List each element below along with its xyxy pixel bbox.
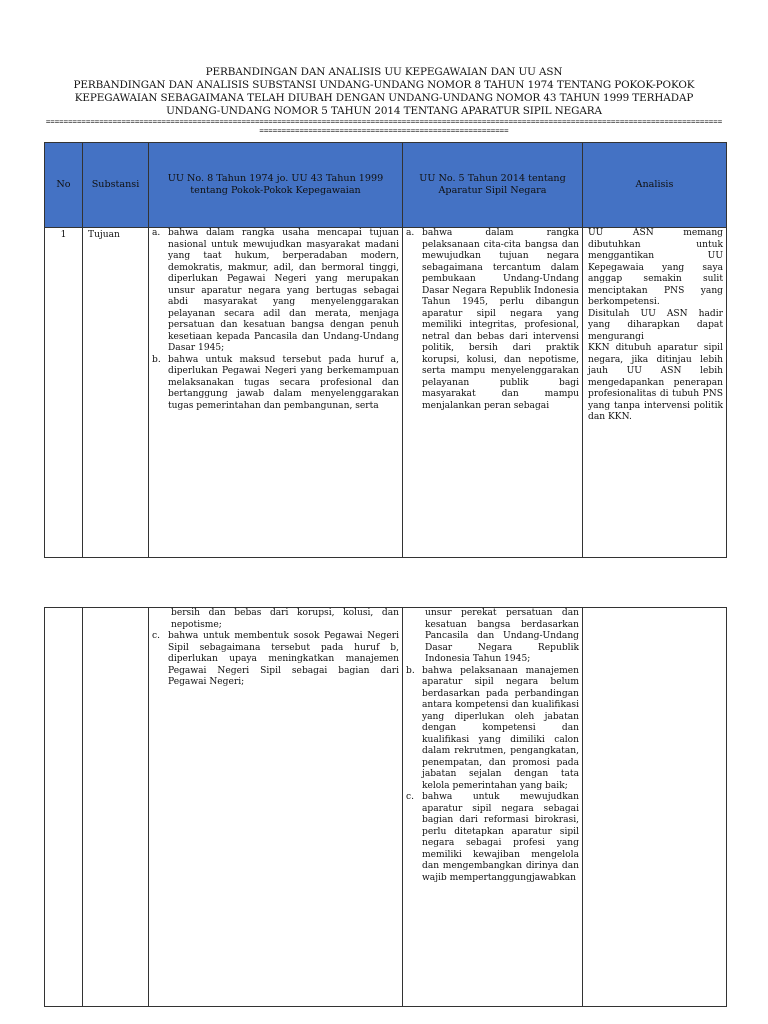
uu-lama-cell xyxy=(149,608,403,1007)
uu-asn-cell xyxy=(403,608,583,1007)
header-no: No xyxy=(45,143,83,228)
list-item: a. bahwa dalam rangka pelaksanaan cita-cita bangsa dan mewujudkan tujuan negara sebagaimana tercantum dalam pembukaan Undang-Undang Dasar Negara Republik Indonesia Tahun 1945, perlu dibangun aparatur sipil negara yang memiliki integritas, profesional, netral dan bebas dari intervensi politik, bersih dari praktik korupsi, kolusi, dan nepotisme, serta mampu menyelenggarakan pelayanan publik bagi masyarakat dan mampu menjalankan peran sebagai xyxy=(406,228,579,411)
list-item: c. bahwa untuk mewujudkan aparatur sipil negara sebagai bagian dari reformasi birokrasi, perlu ditetapkan aparatur sipil negara sebagai profesi yang memiliki kewajiban mengelola dan mengembangkan dirinya dan wajib mempertanggungjawabkan xyxy=(406,792,579,883)
title-line-1: PERBANDINGAN DAN ANALISIS UU KEPEGAWAIAN DAN UU ASN xyxy=(205,66,563,78)
table-header-row xyxy=(45,143,727,228)
analisis-cell xyxy=(583,228,727,558)
analisis-paragraph: UU ASN memang dibutuhkan untuk menggantikan UU Kepegawaia yang saya anggap semakin sulit menciptakan PNS yang berkompetensi. xyxy=(588,228,723,307)
row-substansi: Tujuan xyxy=(83,228,149,558)
uu-lama-cell xyxy=(149,228,403,558)
comparison-table xyxy=(44,142,727,558)
header-substansi: Substansi xyxy=(83,143,149,228)
comparison-table-continued xyxy=(44,607,727,1007)
header-uu-lama: UU No. 8 Tahun 1974 jo. UU 43 Tahun 1999 tentang Pokok-Pokok Kepegawaian xyxy=(149,143,403,228)
separator-line: ================================================================================================================================================================================================================ xyxy=(45,117,723,135)
title-line-4: UNDANG-UNDANG NOMOR 5 TAHUN 2014 TENTANG APARATUR SIPIL NEGARA xyxy=(166,105,602,117)
list-item: b. bahwa untuk maksud tersebut pada huruf a, diperlukan Pegawai Negeri yang berkemampuan melaksanakan tugas secara profesional dan bertanggung jawab dalam menyelenggarakan tugas pemerintahan dan pembangunan, serta xyxy=(152,354,399,411)
title-line-2: PERBANDINGAN DAN ANALISIS SUBSTANSI UNDANG-UNDANG NOMOR 8 TAHUN 1974 TENTANG POKOK-POKOK xyxy=(73,79,695,91)
analisis-cell-empty xyxy=(583,608,727,1007)
list-item: b. bahwa pelaksanaan manajemen aparatur sipil negara belum berdasarkan pada perbandingan antara kompetensi dan kualifikasi yang diperlukan oleh jabatan dengan kompetensi dan kualifikasi yang dimiliki calon dalam rekrutmen, pengangkatan, penempatan, dan promosi pada jabatan sejalan dengan tata kelola pemerintahan yang baik; xyxy=(406,665,579,791)
document-title xyxy=(40,66,728,118)
row-number-empty xyxy=(45,608,83,1007)
uu-lama-continuation: bersih dan bebas dari korupsi, kolusi, dan nepotisme; xyxy=(171,608,399,630)
analisis-paragraph: Disitulah UU ASN hadir yang diharapkan dapat mengurangi xyxy=(588,308,723,342)
uu-lama-list xyxy=(149,631,402,689)
uu-asn-list xyxy=(403,666,582,885)
row-number: 1 xyxy=(45,228,83,558)
table-row xyxy=(45,608,727,1007)
row-substansi-empty xyxy=(83,608,149,1007)
list-item: c. bahwa untuk membentuk sosok Pegawai Negeri Sipil sebagaimana tersebut pada huruf b, diperlukan upaya meningkatkan manajemen Pegawai Negeri Sipil sebagai bagian dari Pegawai Negeri; xyxy=(152,631,399,687)
table-row xyxy=(45,228,727,558)
list-item: a. bahwa dalam rangka usaha mencapai tujuan nasional untuk mewujudkan masyarakat madani yang taat hukum, berperadaban modern, demokratis, makmur, adil, dan bermoral tinggi, diperlukan Pegawai Negeri yang merupakan unsur aparatur negara yang bertugas sebagai abdi masyarakat yang menyelenggarakan pelayanan secara adil dan merata, menjaga persatuan dan kesatuan bangsa dengan penuh kesetiaan kepada Pancasila dan Undang-Undang Dasar 1945; xyxy=(152,228,399,353)
uu-asn-continuation: unsur perekat persatuan dan kesatuan bangsa berdasarkan Pancasila dan Undang-Undang Dasar Negara Republik Indonesia Tahun 1945; xyxy=(425,608,579,664)
header-uu-asn: UU No. 5 Tahun 2014 tentang Aparatur Sipil Negara xyxy=(403,143,583,228)
uu-lama-list xyxy=(149,228,402,412)
analisis-paragraph: KKN ditubuh aparatur sipil negara, jika ditinjau lebih jauh UU ASN lebih mengedapankan penerapan profesionalitas di tubuh PNS yang tanpa intervensi politik dan KKN. xyxy=(588,343,723,422)
header-analisis: Analisis xyxy=(583,143,727,228)
title-line-3: KEPEGAWAIAN SEBAGAIMANA TELAH DIUBAH DENGAN UNDANG-UNDANG NOMOR 43 TAHUN 1999 TERHADAP xyxy=(74,92,694,104)
uu-asn-cell xyxy=(403,228,583,558)
uu-asn-list xyxy=(403,228,582,412)
